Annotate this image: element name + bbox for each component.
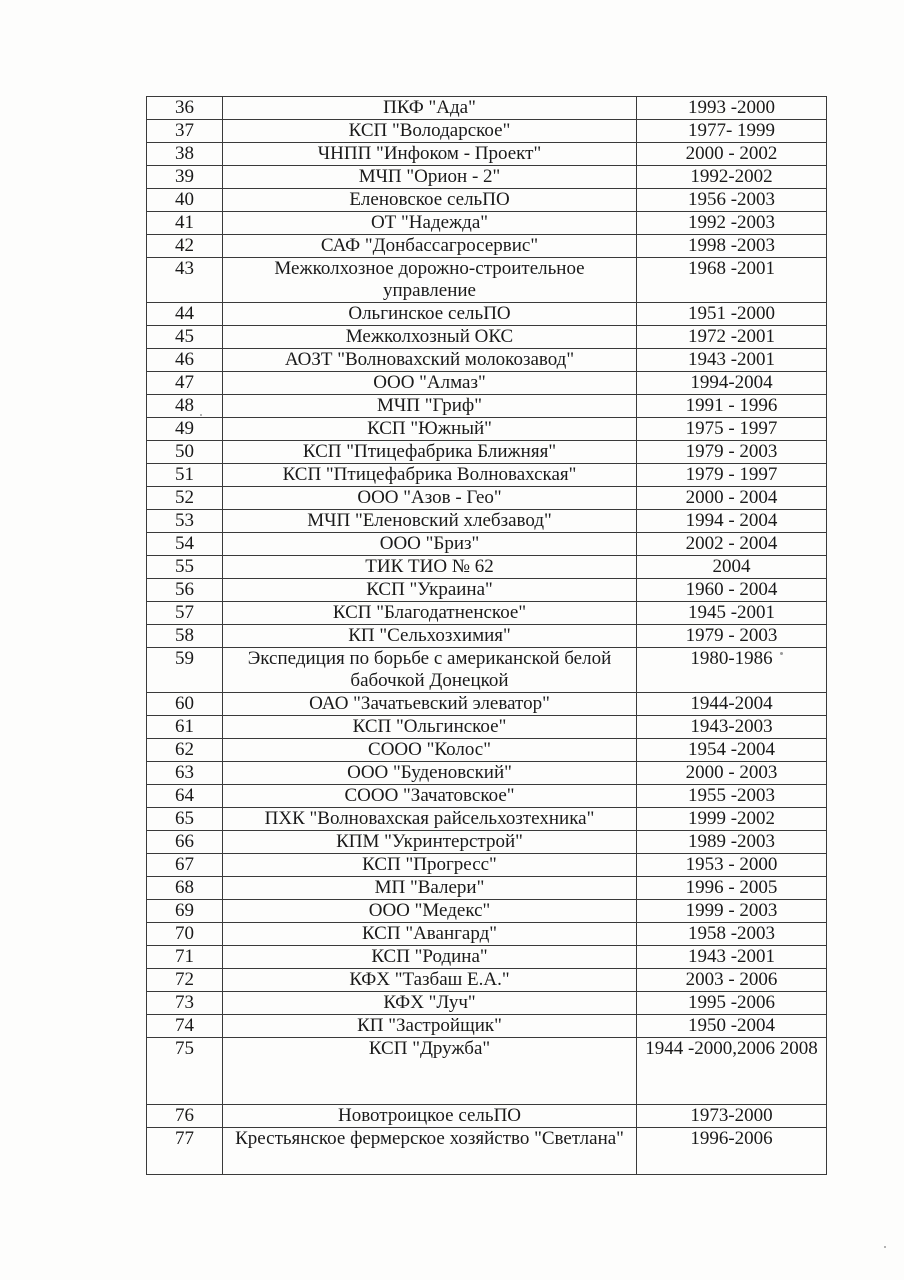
organization-name: КП "Сельхозхимия" <box>223 625 637 648</box>
table-row <box>147 212 827 235</box>
years-range: 1996-2006 <box>637 1128 827 1175</box>
years-range: 1993 -2000 <box>637 97 827 120</box>
table-row <box>147 693 827 716</box>
organization-name: КСП "Прогресс" <box>223 854 637 877</box>
row-number: 48 <box>147 395 223 418</box>
table-row <box>147 946 827 969</box>
table-row <box>147 166 827 189</box>
table-body <box>147 97 827 1175</box>
organization-name: КСП "Благодатненское" <box>223 602 637 625</box>
years-range: 1999 -2002 <box>637 808 827 831</box>
row-number: 41 <box>147 212 223 235</box>
row-number: 63 <box>147 762 223 785</box>
years-range: 2000 - 2004 <box>637 487 827 510</box>
organization-name: КСП "Южный" <box>223 418 637 441</box>
years-range: 1972 -2001 <box>637 326 827 349</box>
table-row <box>147 831 827 854</box>
years-range: 1991 - 1996 <box>637 395 827 418</box>
row-number: 42 <box>147 235 223 258</box>
table-row <box>147 762 827 785</box>
table-row <box>147 877 827 900</box>
row-number: 71 <box>147 946 223 969</box>
organizations-table <box>146 96 827 1175</box>
table-row <box>147 579 827 602</box>
table-row <box>147 326 827 349</box>
years-range: 1977- 1999 <box>637 120 827 143</box>
table-row <box>147 258 827 303</box>
organization-name: КП "Застройщик" <box>223 1015 637 1038</box>
table-row <box>147 487 827 510</box>
years-range: 1960 - 2004 <box>637 579 827 602</box>
years-range: 1979 - 2003 <box>637 625 827 648</box>
row-number: 46 <box>147 349 223 372</box>
table-row <box>147 969 827 992</box>
organization-name: СООО "Колос" <box>223 739 637 762</box>
organization-name: КСП "Авангард" <box>223 923 637 946</box>
years-range: 1950 -2004 <box>637 1015 827 1038</box>
table-row <box>147 808 827 831</box>
table-row <box>147 189 827 212</box>
table-row <box>147 510 827 533</box>
table-row <box>147 349 827 372</box>
years-range: 1955 -2003 <box>637 785 827 808</box>
organization-name: МЧП "Еленовский хлебзавод" <box>223 510 637 533</box>
row-number: 76 <box>147 1105 223 1128</box>
organization-name: Новотроицкое сельПО <box>223 1105 637 1128</box>
row-number: 36 <box>147 97 223 120</box>
table-row <box>147 785 827 808</box>
row-number: 65 <box>147 808 223 831</box>
years-range: 1994 - 2004 <box>637 510 827 533</box>
years-range: 2002 - 2004 <box>637 533 827 556</box>
row-number: 68 <box>147 877 223 900</box>
years-range: 1989 -2003 <box>637 831 827 854</box>
organization-name: ОТ "Надежда" <box>223 212 637 235</box>
scan-speck <box>884 1246 886 1248</box>
row-number: 44 <box>147 303 223 326</box>
organization-name: САФ "Донбассагросервис" <box>223 235 637 258</box>
years-range: 1995 -2006 <box>637 992 827 1015</box>
table-row <box>147 1015 827 1038</box>
organization-name: МЧП "Орион - 2" <box>223 166 637 189</box>
years-range: 1944-2004 <box>637 693 827 716</box>
table-row <box>147 648 827 693</box>
table-row <box>147 625 827 648</box>
years-range: 1994-2004 <box>637 372 827 395</box>
table-row <box>147 143 827 166</box>
row-number: 61 <box>147 716 223 739</box>
table-row <box>147 1038 827 1105</box>
organization-name: МП "Валери" <box>223 877 637 900</box>
organization-name: Еленовское сельПО <box>223 189 637 212</box>
table-row <box>147 464 827 487</box>
years-range: 1979 - 1997 <box>637 464 827 487</box>
organization-name: СООО "Зачатовское" <box>223 785 637 808</box>
organization-name: ЧНПП "Инфоком - Проект" <box>223 143 637 166</box>
years-range: 2003 - 2006 <box>637 969 827 992</box>
row-number: 59 <box>147 648 223 693</box>
organization-name: КСП "Дружба" <box>223 1038 637 1105</box>
row-number: 47 <box>147 372 223 395</box>
years-range: 1956 -2003 <box>637 189 827 212</box>
table-row <box>147 992 827 1015</box>
organization-name: КСП "Украина" <box>223 579 637 602</box>
row-number: 37 <box>147 120 223 143</box>
table-row <box>147 441 827 464</box>
organization-name: КСП "Птицефабрика Волновахская" <box>223 464 637 487</box>
organization-name: ТИК ТИО № 62 <box>223 556 637 579</box>
years-range: 1944 -2000,2006 2008 <box>637 1038 827 1105</box>
organization-name: ПХК "Волновахская райсельхозтехника" <box>223 808 637 831</box>
years-range: 1968 -2001 <box>637 258 827 303</box>
organization-name: КФХ "Тазбаш Е.А." <box>223 969 637 992</box>
years-range: 1992 -2003 <box>637 212 827 235</box>
row-number: 49 <box>147 418 223 441</box>
table-row <box>147 97 827 120</box>
years-range: 1979 - 2003 <box>637 441 827 464</box>
organization-name: Межколхозное дорожно-строительное управление <box>223 258 637 303</box>
years-range: 1958 -2003 <box>637 923 827 946</box>
years-range: 1996 - 2005 <box>637 877 827 900</box>
row-number: 74 <box>147 1015 223 1038</box>
years-range: 1975 - 1997 <box>637 418 827 441</box>
table-row <box>147 923 827 946</box>
table-row <box>147 1128 827 1175</box>
row-number: 39 <box>147 166 223 189</box>
years-range: 1943 -2001 <box>637 946 827 969</box>
years-range: 1980-1986 <box>637 648 827 693</box>
organization-name: ООО "Азов - Гео" <box>223 487 637 510</box>
row-number: 73 <box>147 992 223 1015</box>
table-row <box>147 854 827 877</box>
table-row <box>147 900 827 923</box>
table-row <box>147 303 827 326</box>
organization-name: КПМ "Укринтерстрой" <box>223 831 637 854</box>
years-range: 1951 -2000 <box>637 303 827 326</box>
organization-name: Крестьянское фермерское хозяйство "Светлана" <box>223 1128 637 1175</box>
table-row <box>147 533 827 556</box>
organization-name: ООО "Медекс" <box>223 900 637 923</box>
table-row <box>147 602 827 625</box>
row-number: 43 <box>147 258 223 303</box>
row-number: 55 <box>147 556 223 579</box>
row-number: 64 <box>147 785 223 808</box>
row-number: 58 <box>147 625 223 648</box>
organization-name: КСП "Птицефабрика Ближняя" <box>223 441 637 464</box>
years-range: 1945 -2001 <box>637 602 827 625</box>
organization-name: ПКФ "Ада" <box>223 97 637 120</box>
years-range: 2000 - 2002 <box>637 143 827 166</box>
row-number: 67 <box>147 854 223 877</box>
row-number: 38 <box>147 143 223 166</box>
years-range: 1998 -2003 <box>637 235 827 258</box>
table-row <box>147 418 827 441</box>
years-range: 2000 - 2003 <box>637 762 827 785</box>
row-number: 57 <box>147 602 223 625</box>
row-number: 50 <box>147 441 223 464</box>
row-number: 72 <box>147 969 223 992</box>
row-number: 70 <box>147 923 223 946</box>
row-number: 75 <box>147 1038 223 1105</box>
organization-name: АОЗТ "Волновахский молокозавод" <box>223 349 637 372</box>
years-range: 1992-2002 <box>637 166 827 189</box>
organization-name: КСП "Володарское" <box>223 120 637 143</box>
row-number: 51 <box>147 464 223 487</box>
organization-name: КСП "Родина" <box>223 946 637 969</box>
row-number: 66 <box>147 831 223 854</box>
organization-name: ОАО "Зачатьевский элеватор" <box>223 693 637 716</box>
organization-name: Межколхозный ОКС <box>223 326 637 349</box>
table-row <box>147 395 827 418</box>
table-row <box>147 1105 827 1128</box>
years-range: 1954 -2004 <box>637 739 827 762</box>
row-number: 69 <box>147 900 223 923</box>
organization-name: ООО "Буденовский" <box>223 762 637 785</box>
organization-name: МЧП "Гриф" <box>223 395 637 418</box>
organization-name: ООО "Бриз" <box>223 533 637 556</box>
table-row <box>147 716 827 739</box>
years-range: 2004 <box>637 556 827 579</box>
years-range: 1943-2003 <box>637 716 827 739</box>
scan-speck <box>780 652 783 655</box>
organization-name: Экспедиция по борьбе с американской белой бабочкой Донецкой <box>223 648 637 693</box>
organization-name: КФХ "Луч" <box>223 992 637 1015</box>
row-number: 62 <box>147 739 223 762</box>
table-row <box>147 739 827 762</box>
row-number: 52 <box>147 487 223 510</box>
row-number: 45 <box>147 326 223 349</box>
row-number: 53 <box>147 510 223 533</box>
table-row <box>147 120 827 143</box>
years-range: 1943 -2001 <box>637 349 827 372</box>
years-range: 1953 - 2000 <box>637 854 827 877</box>
row-number: 54 <box>147 533 223 556</box>
row-number: 40 <box>147 189 223 212</box>
organization-name: ООО "Алмаз" <box>223 372 637 395</box>
row-number: 60 <box>147 693 223 716</box>
row-number: 56 <box>147 579 223 602</box>
table-row <box>147 556 827 579</box>
organization-name: КСП "Ольгинское" <box>223 716 637 739</box>
organization-name: Ольгинское сельПО <box>223 303 637 326</box>
table-row <box>147 372 827 395</box>
row-number: 77 <box>147 1128 223 1175</box>
scan-speck <box>200 414 202 416</box>
table-row <box>147 235 827 258</box>
years-range: 1999 - 2003 <box>637 900 827 923</box>
years-range: 1973-2000 <box>637 1105 827 1128</box>
